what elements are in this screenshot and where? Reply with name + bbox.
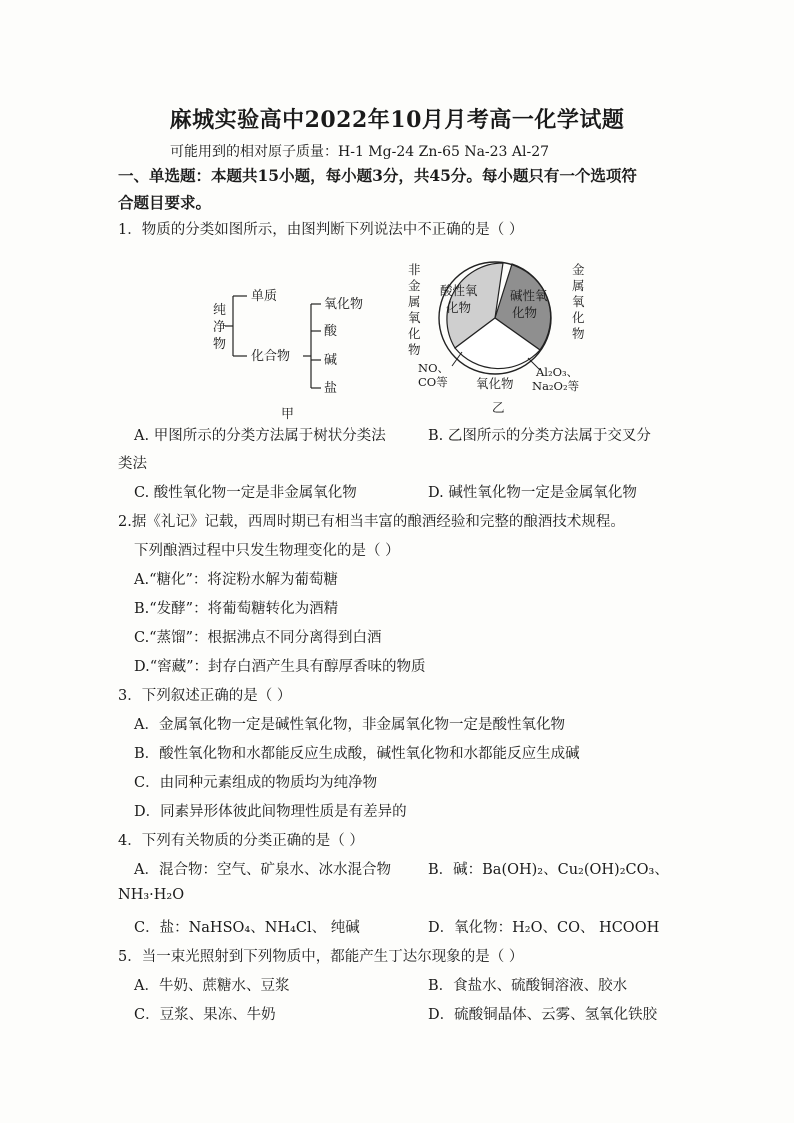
tree-root-char3: 物 [213,337,227,352]
q2-option-b: B.“发酵”：将葡萄糖转化为酒精 [134,601,339,617]
q4-option-c: C．盐：NaHSO₄、NH₄Cl、 纯碱 [134,920,360,936]
sector-basic-oxide-l1: 碱性氧 [510,288,548,303]
sector-acidic-oxide-l2: 化物 [446,300,472,315]
q5-option-a: A．牛奶、蔗糖水、豆浆 [134,978,290,994]
note-al2o3-l2: Na₂O₂等 [532,379,580,393]
label-metal-oxide-c5: 物 [572,326,585,341]
label-metal-oxide-c4: 化 [572,310,585,325]
q3-option-d: D．同素异形体彼此间物理性质是有差异的 [134,804,407,820]
section-heading-line1: 一、单选题：本题共15小题，每小题3分，共45分。每小题只有一个选项符 [118,166,637,185]
q2-option-c: C.“蒸馏”：根据沸点不同分离得到白酒 [134,630,382,646]
sector-basic-oxide-l2: 化物 [512,305,538,320]
q5-option-b: B．食盐水、硫酸铜溶液、胶水 [428,978,628,994]
q4-option-d: D．氧化物：H₂O、CO、 HCOOH [428,920,660,936]
label-nonmetal-oxide-c2: 金 [408,278,421,293]
tree-leaf-salt: 盐 [324,381,338,396]
q3-option-a: A．金属氧化物一定是碱性氧化物，非金属氧化物一定是酸性氧化物 [134,717,565,733]
label-metal-oxide-c3: 氧 [572,294,585,309]
q3-option-b: B．酸性氧化物和水都能反应生成酸，碱性氧化物和水都能反应生成碱 [134,746,580,762]
label-nonmetal-oxide-c4: 氧 [408,310,421,325]
section-heading-line2: 合题目要求。 [118,193,212,212]
q3-stem: 3．下列叙述正确的是（ ） [118,688,292,704]
q1-stem: 1．物质的分类如图所示，由图判断下列说法中不正确的是（ ） [118,222,524,238]
q4-stem: 4．下列有关物质的分类正确的是（ ） [118,833,364,849]
q5-option-c: C．豆浆、果冻、牛奶 [134,1007,276,1023]
tree-branch-compounds: 化合物 [251,349,291,364]
label-nonmetal-oxide-c3: 属 [408,294,421,309]
tree-leaf-acid: 酸 [324,324,338,339]
q2-option-a: A.“糖化”：将淀粉水解为葡萄糖 [134,572,338,588]
page-title: 麻城实验高中2022年10月月考高一化学试题 [169,107,625,133]
figure-jia-tree [205,276,395,421]
q1-option-a: A. 甲图所示的分类方法属于树状分类法 [134,428,386,444]
tree-leaf-oxide: 氧化物 [324,297,364,312]
label-nonmetal-oxide-c1: 非 [408,262,421,277]
tree-root-char2: 净 [213,320,227,335]
atomic-mass-line: 可能用到的相对原子质量：H-1 Mg-24 Zn-65 Na-23 Al-27 [170,144,550,160]
label-metal-oxide-c1: 金 [572,262,585,277]
q1-option-b: B. 乙图所示的分类方法属于交叉分 [428,428,651,444]
label-nonmetal-oxide-c5: 化 [408,326,421,341]
q1-option-d: D. 碱性氧化物一定是金属氧化物 [428,485,637,501]
label-metal-oxide-c2: 属 [572,278,585,293]
note-al2o3-l1: Al₂O₃、 [536,365,579,379]
q3-option-c: C．由同种元素组成的物质均为纯净物 [134,775,378,791]
label-nonmetal-oxide-c6: 物 [408,342,421,357]
section-heading [118,162,688,216]
q5-option-d: D．硫酸铜晶体、云雾、氢氧化铁胶 [428,1007,658,1023]
q4-option-b: B．碱：Ba(OH)₂、Cu₂(OH)₂CO₃、 [428,862,669,878]
q1-option-c: C. 酸性氧化物一定是非金属氧化物 [134,485,357,501]
tree-leaf-base: 碱 [324,353,338,368]
note-no-co-l1: NO、 [418,361,449,375]
figure-yi-pie [400,240,600,415]
tree-root-char1: 纯 [213,303,227,318]
q2-stem-line2: 下列酿酒过程中只发生物理变化的是（ ） [134,543,400,559]
q2-option-d: D.“窖藏”：封存白酒产生具有醇厚香味的物质 [134,659,426,675]
figure-jia-caption: 甲 [281,407,295,421]
figure-yi-caption: 乙 [492,400,505,415]
q1-option-b-cont: 类法 [118,456,147,472]
q5-stem: 5．当一束光照射到下列物质中，都能产生丁达尔现象的是（ ） [118,949,524,965]
sector-acidic-oxide-l1: 酸性氧 [440,283,478,298]
note-no-co-l2: CO等 [418,375,448,389]
tree-branch-elements: 单质 [251,289,278,304]
sector-oxide: 氧化物 [476,376,514,391]
q2-stem-line1: 2.据《礼记》记载，西周时期已有相当丰富的酿酒经验和完整的酿酒技术规程。 [118,514,625,530]
q4-option-b-cont: NH₃·H₂O [118,887,185,903]
q4-option-a: A．混合物：空气、矿泉水、冰水混合物 [134,862,391,878]
